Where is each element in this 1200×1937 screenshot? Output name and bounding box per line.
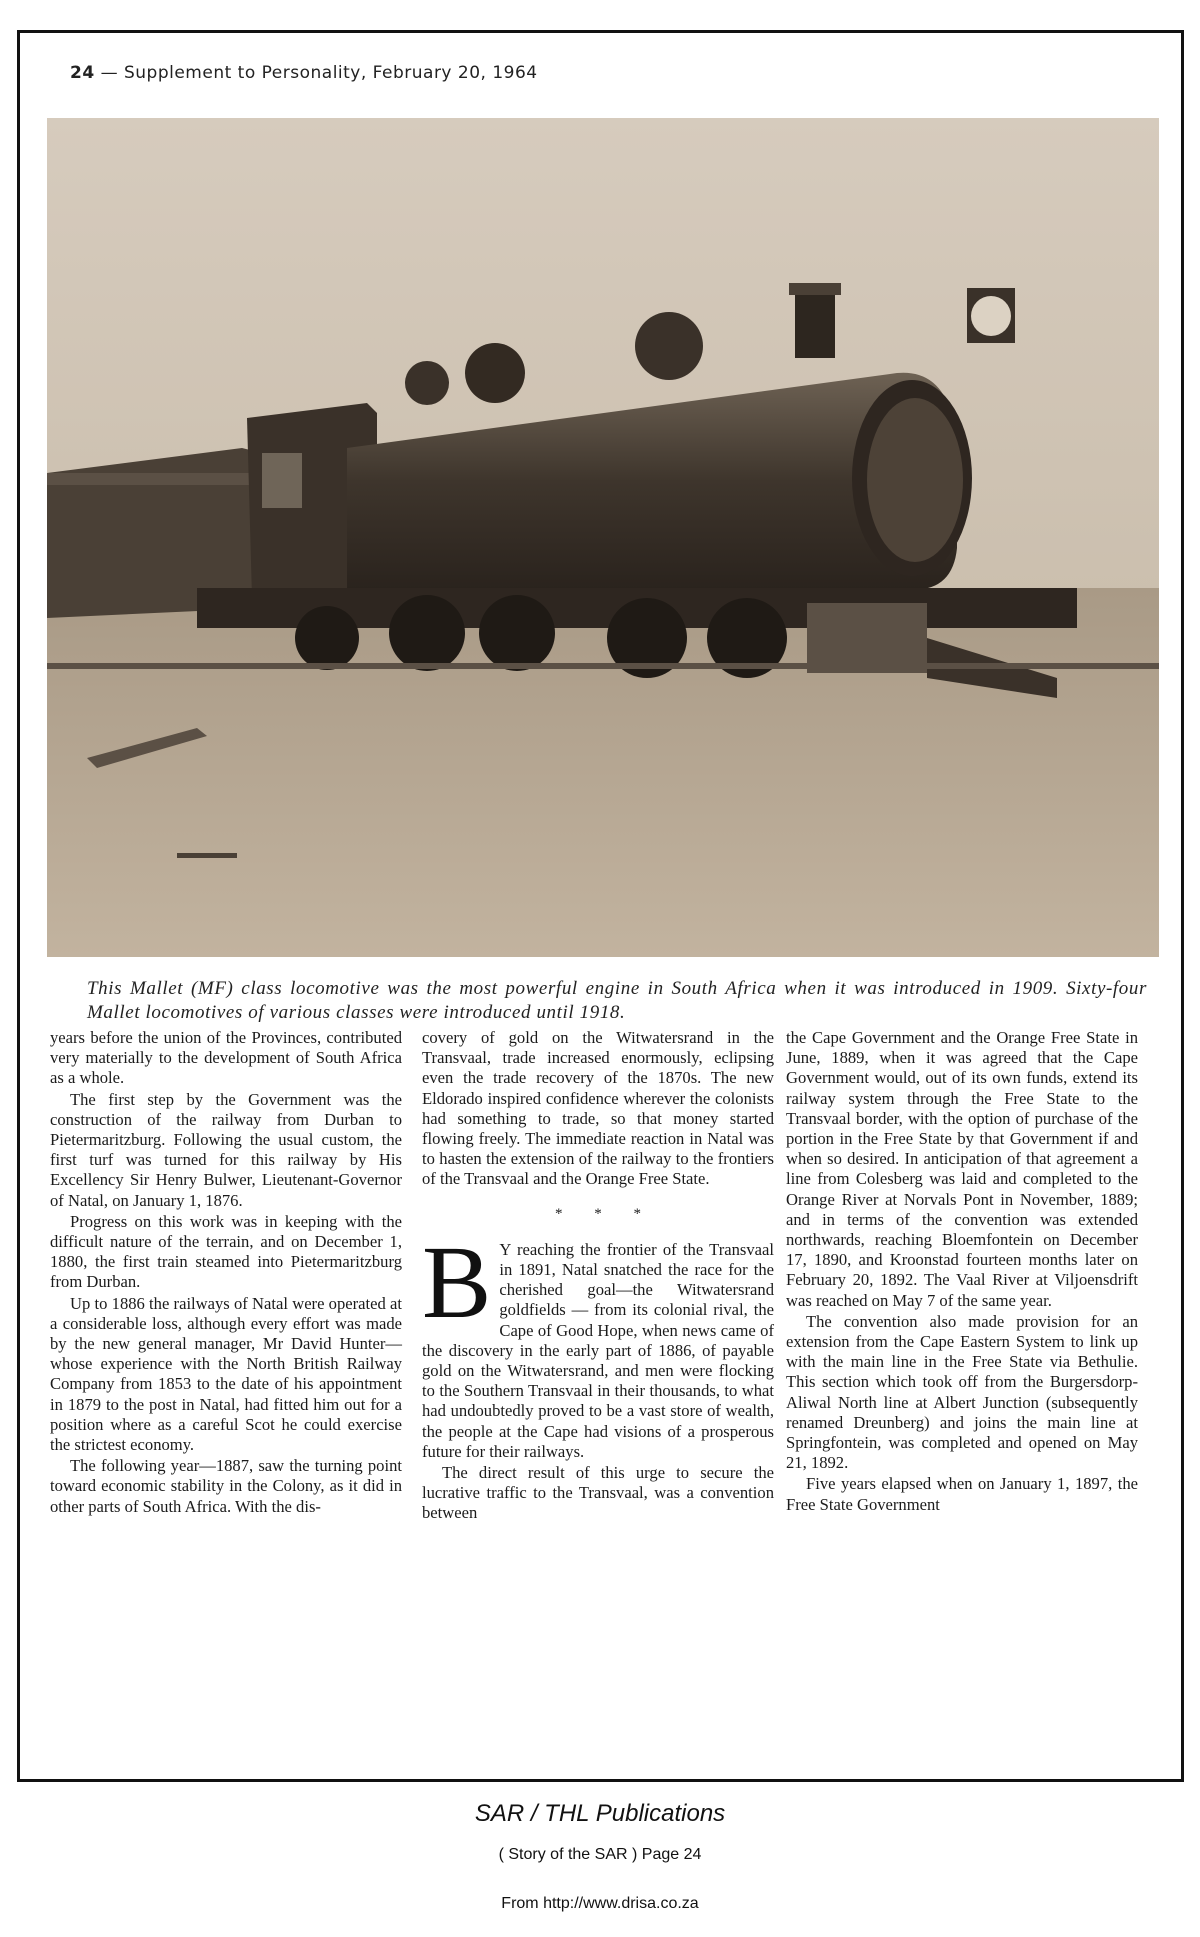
footer-source: From http://www.drisa.co.za xyxy=(501,1895,699,1912)
paragraph: The convention also made provision for an extension from the Cape Eastern System to link up with the main line in the Free State via Bethulie. This section which took off from the Burgersdorp-Aliwal North line at Albert Junction (subsequently renamed Dreunberg) and joins the main line at Springfontein, was completed and opened on May 21, 1892. xyxy=(786,1311,1138,1473)
article-column-1 xyxy=(50,1028,402,1518)
section-separator: * * * xyxy=(555,1205,655,1222)
dropcap-paragraph xyxy=(422,1224,774,1462)
photo-caption: This Mallet (MF) class locomotive was the most powerful engine in South Africa when it was introduced in 1909. Sixty-four Mallet locomotives of various classes were introduced until 1918. xyxy=(87,978,1147,1023)
dropcap-letter: B xyxy=(422,1224,492,1340)
locomotive-illustration xyxy=(47,118,1159,957)
paragraph: covery of gold on the Witwatersrand in the Transvaal, trade increased enormously, eclipsing even the trade recovery of the 1870s. The new Eldorado inspired confidence wherever the colonists had something to trade, so that money started flowing freely. The immediate reaction in Natal was to hasten the extension of the railway to the frontiers of the Transvaal and the Orange Free State. xyxy=(422,1028,774,1189)
paragraph: The first step by the Government was the construction of the railway from Durban to Pietermaritzburg. Following the usual custom, the first turf was turned for this railway by His Excellency Sir Henry Bulwer, Lieutenant-Governor of Natal, on January 1, 1876. xyxy=(50,1089,402,1210)
paragraph: years before the union of the Provinces, contributed very materially to the development of South Africa as a whole. xyxy=(50,1028,402,1088)
footer-subtitle: ( Story of the SAR ) Page 24 xyxy=(498,1846,702,1863)
page-number: 24 xyxy=(70,63,95,83)
locomotive-photo xyxy=(47,118,1159,957)
paragraph: The direct result of this urge to secure the lucrative traffic to the Transvaal, was a convention between xyxy=(422,1463,774,1523)
paragraph: the Cape Government and the Orange Free State in June, 1889, when it was agreed that the Cape Government would, out of its own funds, extend its railway system through the Free State to the Transvaal border, with the option of purchase of the portion in the Free State by that Government if and when so desired. In anticipation of that agreement a line from Colesberg was laid and completed to the Orange River at Norvals Pont in November, 1889; and in terms of the convention was extended northwards, reaching Bloemfontein on December 17, 1890, and Kroonstad fourteen months later on February 20, 1892. The Vaal River at Viljoensdrift was reached on May 7 of the same year. xyxy=(786,1028,1138,1310)
page-header xyxy=(70,63,538,83)
article-column-3 xyxy=(786,1028,1138,1516)
paragraph: Five years elapsed when on January 1, 1897, the Free State Government xyxy=(786,1474,1138,1514)
dropcap-text: Y reaching the frontier of the Transvaal in 1891, Natal snatched the race for the cherished goal—the Witwatersrand goldfields — from its colonial rival, the Cape of Good Hope, when news came of the discovery in the early part of 1886, of payable gold on the Witwatersrand, and men were flocking to the Southern Transvaal in their thousands, to what had undoubtedly proved to be a vast store of wealth, the people at the Cape had visions of a prosperous future for their railways. xyxy=(422,1239,774,1461)
paragraph: Progress on this work was in keeping with the difficult nature of the terrain, and on December 1, 1880, the first train steamed into Pietermaritzburg from Durban. xyxy=(50,1211,402,1292)
publication-title: — Supplement to Personality, February 20, 1964 xyxy=(100,63,538,83)
paragraph: Up to 1886 the railways of Natal were operated at a considerable loss, although every effort was made by the new general manager, Mr David Hunter—whose experience with the North British Railway Company from 1853 to the date of his appointment in 1879 to the post in Natal, had fitted him out for a position where as a careful Scot he could exercise the strictest economy. xyxy=(50,1293,402,1455)
article-column-2 xyxy=(422,1028,774,1525)
footer-title: SAR / THL Publications xyxy=(474,1800,726,1827)
paragraph: The following year—1887, saw the turning point toward economic stability in the Colony, as it did in other parts of South Africa. With the dis- xyxy=(50,1456,402,1516)
